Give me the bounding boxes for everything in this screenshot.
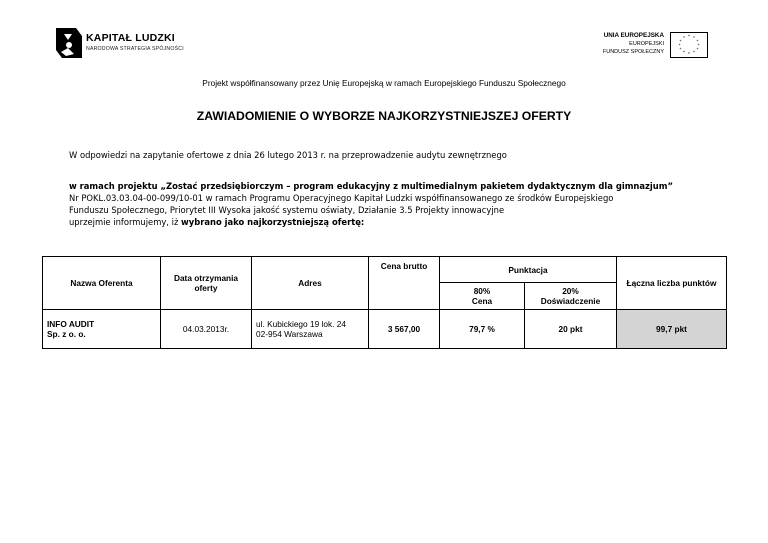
svg-text:*: * xyxy=(697,43,700,48)
table-row xyxy=(43,310,727,349)
header-20-pct: 20% xyxy=(562,286,579,296)
kapital-ludzki-emblem-icon xyxy=(54,26,84,60)
header-20-doswiadczenie xyxy=(525,283,617,310)
project-name-bold: w ramach projektu „Zostać przedsiębiorczym – program edukacyjny z multimedialnym pakietem dydaktycznym dla gimnazjum” xyxy=(69,181,673,191)
header-adres: Adres xyxy=(252,257,369,310)
page-title: ZAWIADOMIENIE O WYBORZE NAJKORZYSTNIEJSZEJ OFERTY xyxy=(196,109,572,123)
cell-data-otrzymania: 04.03.2013r. xyxy=(161,310,252,349)
svg-text:*: * xyxy=(679,47,682,52)
oferent-name-line-1: INFO AUDIT xyxy=(47,319,95,329)
svg-text:*: * xyxy=(693,50,695,55)
cell-laczna-liczba: 99,7 pkt xyxy=(617,310,727,349)
header-data-otrzymania: Data otrzymania oferty xyxy=(161,257,252,310)
projekt-cofinancing-line: Projekt współfinansowany przez Unię Europejską w ramach Europejskiego Funduszu Społecznego xyxy=(202,78,566,88)
body-paragraph-1: W odpowiedzi na zapytanie ofertowe z dnia 26 lutego 2013 r. na przeprowadzenie audytu zewnętrznego xyxy=(69,150,507,160)
header-laczna-liczba: Łączna liczba punktów xyxy=(617,257,727,310)
eu-line-3: FUNDUSZ SPOŁECZNY xyxy=(602,49,664,55)
adres-line-1: ul. Kubickiego 19 lok. 24 xyxy=(256,319,346,329)
cell-adres xyxy=(252,310,369,349)
svg-text:*: * xyxy=(683,50,685,55)
oferent-name-line-2: Sp. z o. o. xyxy=(47,329,86,339)
kapital-ludzki-title: KAPITAŁ LUDZKI xyxy=(86,32,175,44)
body-paragraph-4: Funduszu Społecznego, Priorytet III Wysoka jakość systemu oświaty, Działanie 3.5 Projekty innowacyjne xyxy=(69,205,505,215)
svg-text:*: * xyxy=(696,39,699,44)
svg-text:*: * xyxy=(683,35,685,41)
header-80-pct: 80% xyxy=(473,286,491,296)
offer-table xyxy=(42,256,727,349)
header-80-cena xyxy=(440,283,525,310)
eu-flag-icon xyxy=(670,32,708,58)
header-cena-brutto: Cena brutto xyxy=(369,257,440,310)
kapital-ludzki-logo xyxy=(54,26,204,62)
eu-logo xyxy=(584,32,708,62)
header-80-label: Cena xyxy=(471,296,493,306)
svg-text:*: * xyxy=(679,39,682,44)
header-punktacja: Punktacja xyxy=(440,257,617,283)
svg-text:*: * xyxy=(688,34,690,39)
p5-bold-text: wybrano jako najkorzystniejszą ofertę: xyxy=(181,217,365,227)
header-nazwa-oferenta: Nazwa Oferenta xyxy=(43,257,161,310)
eu-line-2: EUROPEJSKI xyxy=(629,41,664,47)
p5-normal-text: uprzejmie informujemy, iż xyxy=(69,217,182,227)
svg-text:*: * xyxy=(678,43,681,48)
svg-text:*: * xyxy=(688,51,690,57)
cell-cena-brutto: 3 567,00 xyxy=(369,310,440,349)
body-paragraph-2 xyxy=(69,181,673,191)
eu-line-1: UNIA EUROPEJSKA xyxy=(603,32,664,39)
cell-nazwa-oferenta xyxy=(43,310,161,349)
header-20-label: Doświadczenie xyxy=(540,296,601,306)
svg-text:*: * xyxy=(696,47,699,52)
adres-line-2: 02-954 Warszawa xyxy=(256,329,323,339)
body-paragraph-5 xyxy=(69,217,364,227)
svg-text:*: * xyxy=(693,35,695,41)
cell-punkty-20: 20 pkt xyxy=(525,310,617,349)
kapital-ludzki-subtitle: NARODOWA STRATEGIA SPÓJNOŚCI xyxy=(86,46,184,52)
cell-punkty-80: 79,7 % xyxy=(440,310,525,349)
eu-logo-text xyxy=(603,32,664,56)
body-paragraph-3: Nr POKL.03.03.04-00-099/10-01 w ramach Programu Operacyjnego Kapitał Ludzki współfinansowanego ze środków Europejskiego xyxy=(69,193,614,203)
